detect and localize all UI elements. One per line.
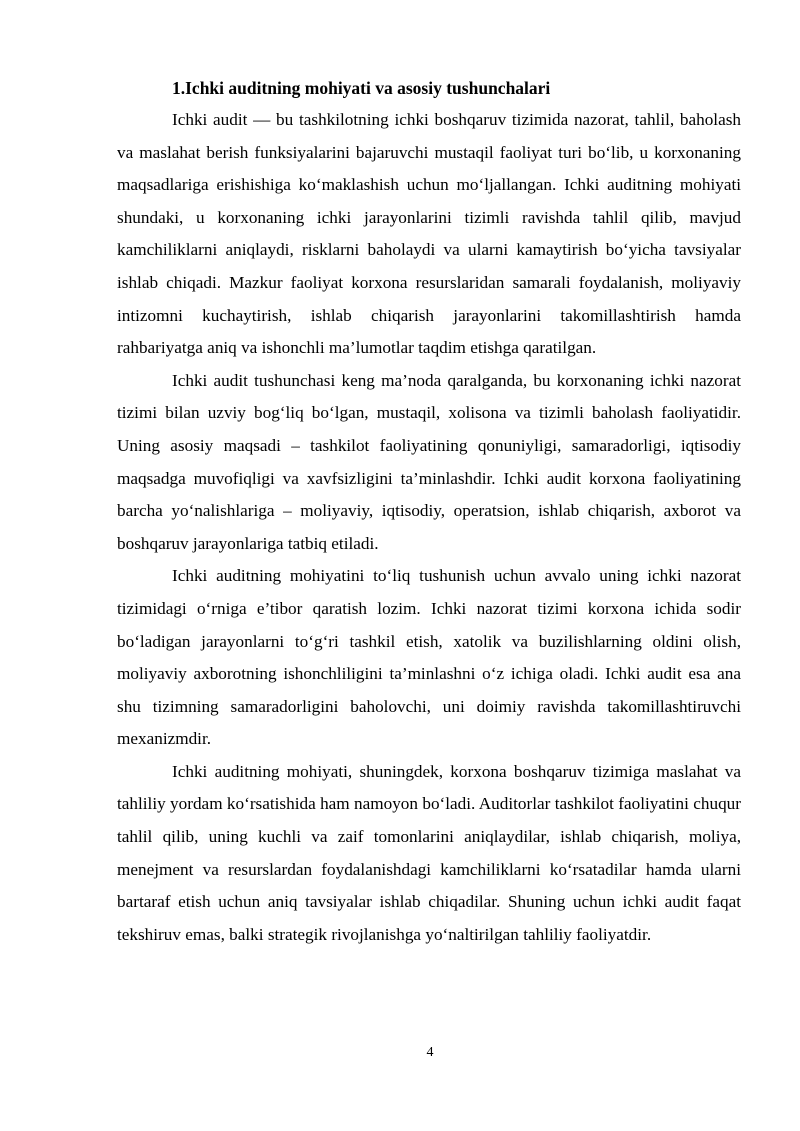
paragraph-1: Ichki audit — bu tashkilotning ichki boshqaruv tizimida nazorat, tahlil, baholash va maslahat berish funksiyalarini bajaruvchi mustaqil faoliyat turi bo‘lib, u korxonaning maqsadlariga erishishiga ko‘maklashish uchun mo‘ljallangan. Ichki auditning mohiyati shundaki, u korxonaning ichki jarayonlarini tizimli ravishda tahlil qilib, mavjud kamchiliklarni aniqlaydi, risklarni baholaydi va ularni kamaytirish bo‘yicha tavsiyalar ishlab chiqadi. Mazkur faoliyat korxona resurslaridan samarali foydalanish, moliyaviy intizomni kuchaytirish, ishlab chiqarish jarayonlarini takomillashtirish hamda rahbariyatga aniq va ishonchli ma’lumotlar taqdim etishga qaratilgan.	[117, 110, 741, 358]
section-heading: 1.Ichki auditning mohiyati va asosiy tushunchalari	[172, 78, 551, 98]
paragraph-4: Ichki auditning mohiyati, shuningdek, korxona boshqaruv tizimiga maslahat va tahliliy yordam ko‘rsatishida ham namoyon bo‘ladi. Auditorlar tashkilot faoliyatini chuqur tahlil qilib, uning kuchli va zaif tomonlarini aniqlaydilar, ishlab chiqarish, moliya, menejment va resurslardan foydalanishdagi kamchiliklarni ko‘rsatadilar hamda ularni bartaraf etish uchun aniq tavsiyalar ishlab chiqadilar. Shuning uchun ichki audit faqat tekshiruv emas, balki strategik rivojlanishga yo‘naltirilgan tahliliy faoliyatdir.	[117, 761, 741, 944]
paragraph-3: Ichki auditning mohiyatini to‘liq tushunish uchun avvalo uning ichki nazorat tizimidagi o‘rniga e’tibor qaratish lozim. Ichki nazorat tizimi korxona ichida sodir bo‘ladigan jarayonlarni to‘g‘ri tashkil etish, xatolik va buzilishlarning oldini olish, moliyaviy axborotning ishonchliligini ta’minlashni o‘z ichiga oladi. Ichki audit esa ana shu tizimning samaradorligini baholovchi, uni doimiy ravishda takomillashtiruvchi mexanizmdir.	[117, 566, 741, 749]
page-content	[117, 72, 741, 951]
paragraph-2: Ichki audit tushunchasi keng ma’noda qaralganda, bu korxonaning ichki nazorat tizimi bilan uzviy bog‘liq bo‘lgan, mustaqil, xolisona va tizimli baholash faoliyatidir. Uning asosiy maqsadi – tashkilot faoliyatining qonuniyligi, samaradorligi, iqtisodiy maqsadga muvofiqligi va xavfsizligini ta’minlashdir. Ichki audit korxona faoliyatining barcha yo‘nalishlariga – moliyaviy, iqtisodiy, operatsion, ishlab chiqarish, axborot va boshqaruv jarayonlariga tatbiq etiladi.	[117, 370, 741, 553]
page-number: 4	[426, 1045, 434, 1060]
